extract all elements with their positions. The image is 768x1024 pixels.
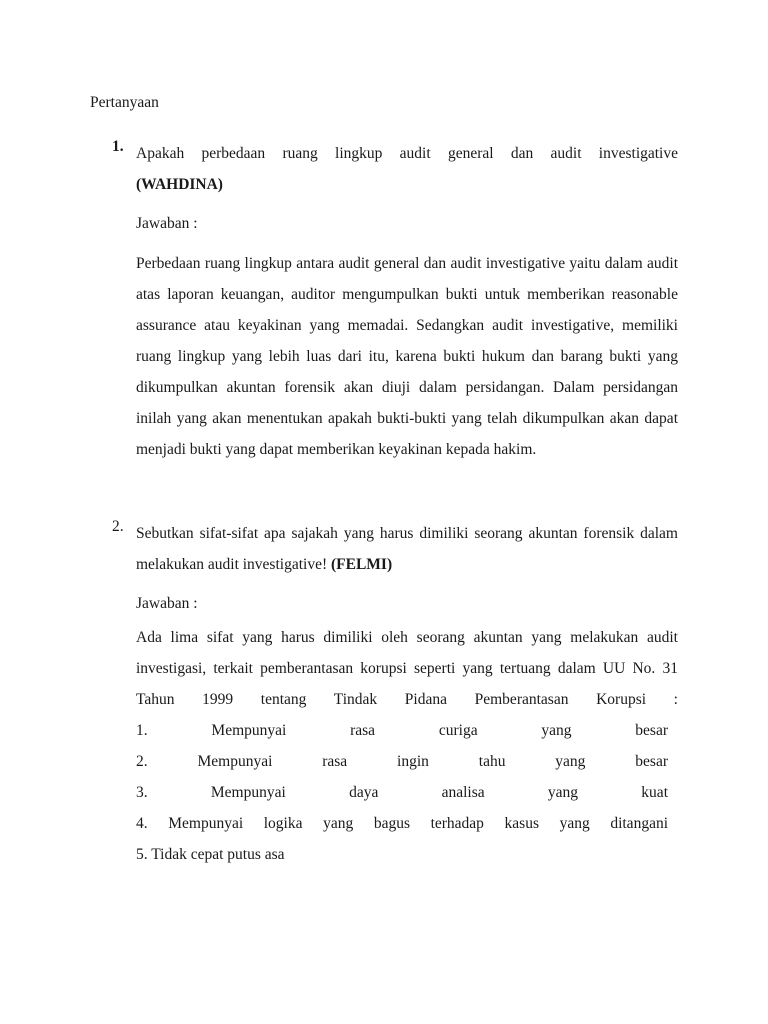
answer-label: Jawaban : bbox=[136, 595, 198, 612]
question-text-line: Apakah perbedaan ruang lingkup audit general dan audit investigative bbox=[136, 145, 678, 162]
question-author: (FELMI) bbox=[330, 556, 393, 573]
page-heading: Pertanyaan bbox=[90, 94, 159, 111]
list-item: 3. Mempunyai daya analisa yang kuat bbox=[136, 784, 668, 801]
question-text-line: Sebutkan sifat-sifat apa sajakah yang harus dimiliki seorang akuntan forensik dalam melakukan audit investigative! bbox=[136, 525, 678, 573]
trait-list bbox=[136, 715, 668, 870]
list-item: 2. Mempunyai rasa ingin tahu yang besar bbox=[136, 753, 668, 770]
question-text bbox=[136, 138, 678, 200]
answer-label: Jawaban : bbox=[136, 215, 198, 232]
question-author: (WAHDINA) bbox=[136, 176, 223, 193]
answer-intro-text: Ada lima sifat yang harus dimiliki oleh seorang akuntan yang melakukan audit investigasi, terkait pemberantasan korupsi seperti yang tertuang dalam UU No. 31 Tahun 1999 tentang Tindak Pidana Pemberantasan Korupsi : bbox=[136, 629, 678, 708]
list-item: 1. Mempunyai rasa curiga yang besar bbox=[136, 722, 668, 739]
answer-text: Perbedaan ruang lingkup antara audit general dan audit investigative yaitu dalam audit atas laporan keuangan, auditor mengumpulkan bukti untuk memberikan reasonable assurance atau keyakinan yang memadai. Sedangkan audit investigative, memiliki ruang lingkup yang lebih luas dari itu, karena bukti hukum dan barang bukti yang dikumpulkan akuntan forensik akan diuji dalam persidangan. Dalam persidangan inilah yang akan menentukan apakah bukti-bukti yang telah dikumpulkan akan dapat menjadi bukti yang dapat memberikan keyakinan kepada hakim. bbox=[136, 255, 678, 458]
list-item: 4. Mempunyai logika yang bagus terhadap kasus yang ditangani bbox=[136, 815, 668, 832]
question-1 bbox=[112, 138, 678, 465]
question-number: 2. bbox=[112, 518, 124, 535]
question-2 bbox=[112, 518, 678, 870]
list-item: 5. Tidak cepat putus asa bbox=[136, 846, 285, 863]
answer-intro bbox=[136, 622, 678, 715]
question-number: 1. bbox=[112, 138, 124, 155]
question-text bbox=[136, 518, 678, 580]
